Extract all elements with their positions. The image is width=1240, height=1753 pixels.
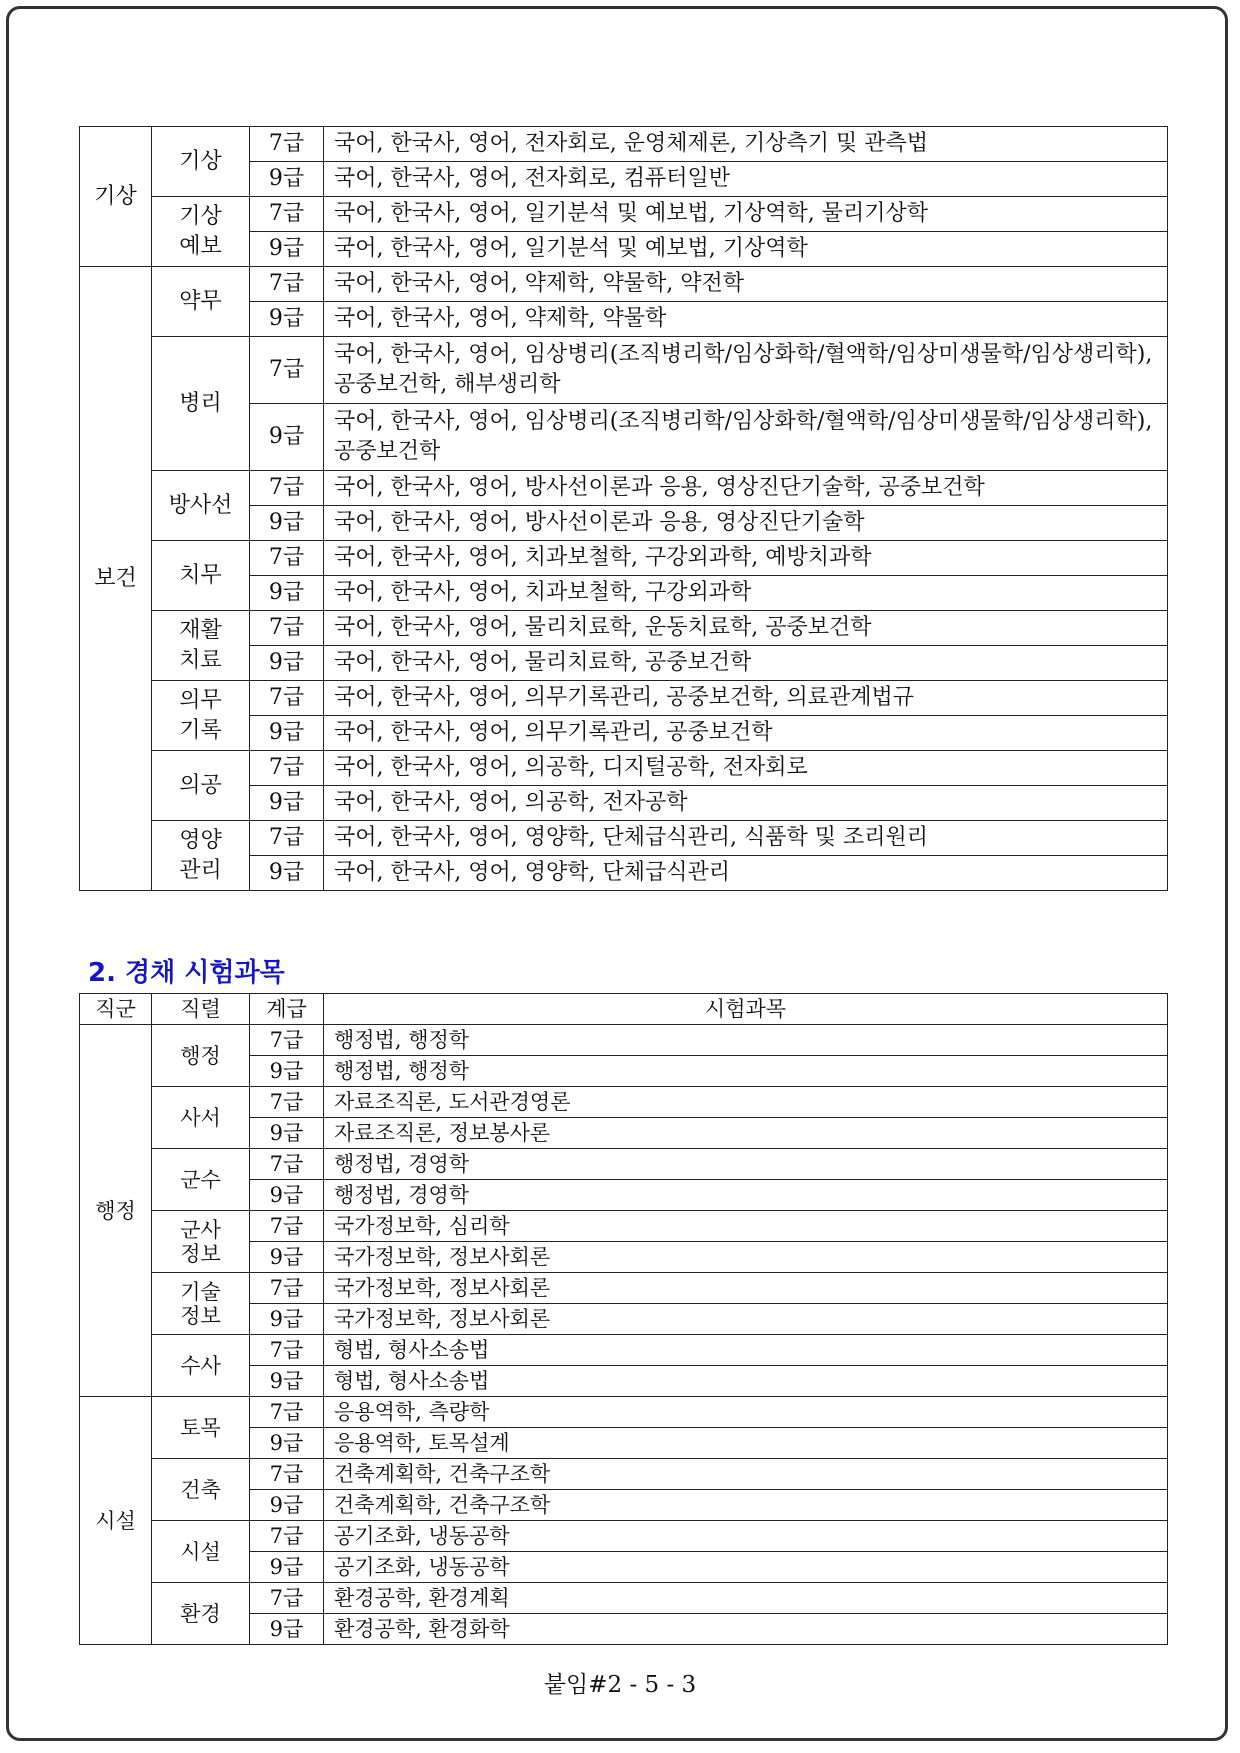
subjects-cell: 국가정보학, 심리학 [324,1211,1168,1242]
section-title: 2. 경채 시험과목 [88,958,285,988]
series-cell: 수사 [152,1335,250,1397]
subjects-cell: 국어, 한국사, 영어, 의공학, 전자공학 [324,786,1168,821]
grade-cell: 7급 [250,127,324,162]
table-row [80,611,1168,646]
header-grade: 계급 [250,994,324,1025]
grade-cell: 7급 [250,197,324,232]
subjects-cell: 건축계획학, 건축구조학 [324,1459,1168,1490]
subjects-cell: 국어, 한국사, 영어, 영양학, 단체급식관리 [324,856,1168,891]
grade-cell: 9급 [250,1056,324,1087]
grade-cell: 9급 [250,232,324,267]
table-row [80,337,1168,404]
series-cell: 사서 [152,1087,250,1149]
exam-subjects-table-continued [79,126,1168,891]
grade-cell: 7급 [250,751,324,786]
grade-cell: 9급 [250,1118,324,1149]
table-row [80,1087,1168,1118]
grade-cell: 9급 [250,716,324,751]
subjects-cell: 국어, 한국사, 영어, 방사선이론과 응용, 영상진단기술학 [324,506,1168,541]
subjects-cell: 형법, 형사소송법 [324,1335,1168,1366]
grade-cell: 7급 [250,337,324,404]
grade-cell: 9급 [250,1614,324,1645]
table-row [80,1397,1168,1428]
grade-cell: 9급 [250,1428,324,1459]
series-cell: 시설 [152,1521,250,1583]
grade-cell: 7급 [250,821,324,856]
series-cell: 행정 [152,1025,250,1087]
table-row [80,1521,1168,1552]
table-row [80,197,1168,232]
header-group: 직군 [80,994,152,1025]
table-row [80,1583,1168,1614]
grade-cell: 7급 [250,1521,324,1552]
subjects-cell: 응용역학, 측량학 [324,1397,1168,1428]
series-cell: 기상 [152,127,250,197]
header-subjects: 시험과목 [324,994,1168,1025]
grade-cell: 9급 [250,1366,324,1397]
subjects-cell: 국어, 한국사, 영어, 의무기록관리, 공중보건학 [324,716,1168,751]
page-footer: 붙임#2 - 5 - 3 [543,1672,697,1698]
table-row [80,541,1168,576]
subjects-cell: 국어, 한국사, 영어, 일기분석 및 예보법, 기상역학 [324,232,1168,267]
grade-cell: 7급 [250,611,324,646]
table-row [80,471,1168,506]
table2-body [80,1025,1168,1645]
grade-cell: 9급 [250,1490,324,1521]
subjects-cell: 환경공학, 환경화학 [324,1614,1168,1645]
series-cell: 의공 [152,751,250,821]
table-row [80,1025,1168,1056]
table-row [80,1335,1168,1366]
subjects-cell: 자료조직론, 도서관경영론 [324,1087,1168,1118]
series-cell: 재활 치료 [152,611,250,681]
series-cell: 의무 기록 [152,681,250,751]
series-cell: 건축 [152,1459,250,1521]
series-cell: 약무 [152,267,250,337]
subjects-cell: 국가정보학, 정보사회론 [324,1273,1168,1304]
table-row [80,751,1168,786]
subjects-cell: 공기조화, 냉동공학 [324,1521,1168,1552]
group-cell: 시설 [80,1397,152,1645]
grade-cell: 9급 [250,1552,324,1583]
grade-cell: 9급 [250,1180,324,1211]
table-row [80,267,1168,302]
subjects-cell: 국어, 한국사, 영어, 물리치료학, 공중보건학 [324,646,1168,681]
subjects-cell: 응용역학, 토목설계 [324,1428,1168,1459]
subjects-cell: 국어, 한국사, 영어, 약제학, 약물학 [324,302,1168,337]
grade-cell: 7급 [250,1211,324,1242]
grade-cell: 9급 [250,506,324,541]
group-cell: 기상 [80,127,152,267]
header-series: 직렬 [152,994,250,1025]
subjects-cell: 공기조화, 냉동공학 [324,1552,1168,1583]
group-cell: 행정 [80,1025,152,1397]
grade-cell: 9급 [250,404,324,471]
grade-cell: 9급 [250,786,324,821]
career-exam-subjects-table [79,993,1168,1645]
subjects-cell: 국어, 한국사, 영어, 영양학, 단체급식관리, 식품학 및 조리원리 [324,821,1168,856]
table-row [80,681,1168,716]
series-cell: 영양 관리 [152,821,250,891]
series-cell: 병리 [152,337,250,471]
grade-cell: 9급 [250,646,324,681]
grade-cell: 7급 [250,1273,324,1304]
grade-cell: 9급 [250,1242,324,1273]
grade-cell: 9급 [250,162,324,197]
series-cell: 군사 정보 [152,1211,250,1273]
grade-cell: 7급 [250,1025,324,1056]
table1-body [80,127,1168,891]
subjects-cell: 행정법, 행정학 [324,1056,1168,1087]
table-row [80,127,1168,162]
subjects-cell: 국어, 한국사, 영어, 임상병리(조직병리학/임상화학/혈액학/임상미생물학/임상생리학), 공중보건학 [324,404,1168,471]
grade-cell: 7급 [250,1459,324,1490]
subjects-cell: 국어, 한국사, 영어, 전자회로, 컴퓨터일반 [324,162,1168,197]
series-cell: 군수 [152,1149,250,1211]
table-row [80,1273,1168,1304]
subjects-cell: 국가정보학, 정보사회론 [324,1242,1168,1273]
subjects-cell: 국어, 한국사, 영어, 임상병리(조직병리학/임상화학/혈액학/임상미생물학/임상생리학), 공중보건학, 해부생리학 [324,337,1168,404]
table-row [80,1149,1168,1180]
grade-cell: 7급 [250,1149,324,1180]
subjects-cell: 국어, 한국사, 영어, 물리치료학, 운동치료학, 공중보건학 [324,611,1168,646]
subjects-cell: 형법, 형사소송법 [324,1366,1168,1397]
group-cell: 보건 [80,267,152,891]
grade-cell: 7급 [250,1583,324,1614]
subjects-cell: 환경공학, 환경계획 [324,1583,1168,1614]
table-row [80,1459,1168,1490]
series-cell: 치무 [152,541,250,611]
table-header-row [80,994,1168,1025]
grade-cell: 7급 [250,1397,324,1428]
subjects-cell: 국가정보학, 정보사회론 [324,1304,1168,1335]
series-cell: 환경 [152,1583,250,1645]
grade-cell: 9급 [250,1304,324,1335]
series-cell: 방사선 [152,471,250,541]
grade-cell: 7급 [250,541,324,576]
table-row [80,1211,1168,1242]
series-cell: 토목 [152,1397,250,1459]
table-row [80,821,1168,856]
grade-cell: 9급 [250,302,324,337]
subjects-cell: 자료조직론, 정보봉사론 [324,1118,1168,1149]
series-cell: 기상 예보 [152,197,250,267]
grade-cell: 9급 [250,576,324,611]
subjects-cell: 국어, 한국사, 영어, 방사선이론과 응용, 영상진단기술학, 공중보건학 [324,471,1168,506]
subjects-cell: 국어, 한국사, 영어, 치과보철학, 구강외과학, 예방치과학 [324,541,1168,576]
grade-cell: 7급 [250,681,324,716]
subjects-cell: 국어, 한국사, 영어, 일기분석 및 예보법, 기상역학, 물리기상학 [324,197,1168,232]
subjects-cell: 행정법, 경영학 [324,1149,1168,1180]
grade-cell: 7급 [250,1087,324,1118]
subjects-cell: 건축계획학, 건축구조학 [324,1490,1168,1521]
subjects-cell: 행정법, 경영학 [324,1180,1168,1211]
subjects-cell: 행정법, 행정학 [324,1025,1168,1056]
grade-cell: 7급 [250,1335,324,1366]
grade-cell: 9급 [250,856,324,891]
series-cell: 기술 정보 [152,1273,250,1335]
grade-cell: 7급 [250,267,324,302]
subjects-cell: 국어, 한국사, 영어, 의공학, 디지털공학, 전자회로 [324,751,1168,786]
subjects-cell: 국어, 한국사, 영어, 약제학, 약물학, 약전학 [324,267,1168,302]
subjects-cell: 국어, 한국사, 영어, 의무기록관리, 공중보건학, 의료관계법규 [324,681,1168,716]
subjects-cell: 국어, 한국사, 영어, 치과보철학, 구강외과학 [324,576,1168,611]
grade-cell: 7급 [250,471,324,506]
subjects-cell: 국어, 한국사, 영어, 전자회로, 운영체제론, 기상측기 및 관측법 [324,127,1168,162]
